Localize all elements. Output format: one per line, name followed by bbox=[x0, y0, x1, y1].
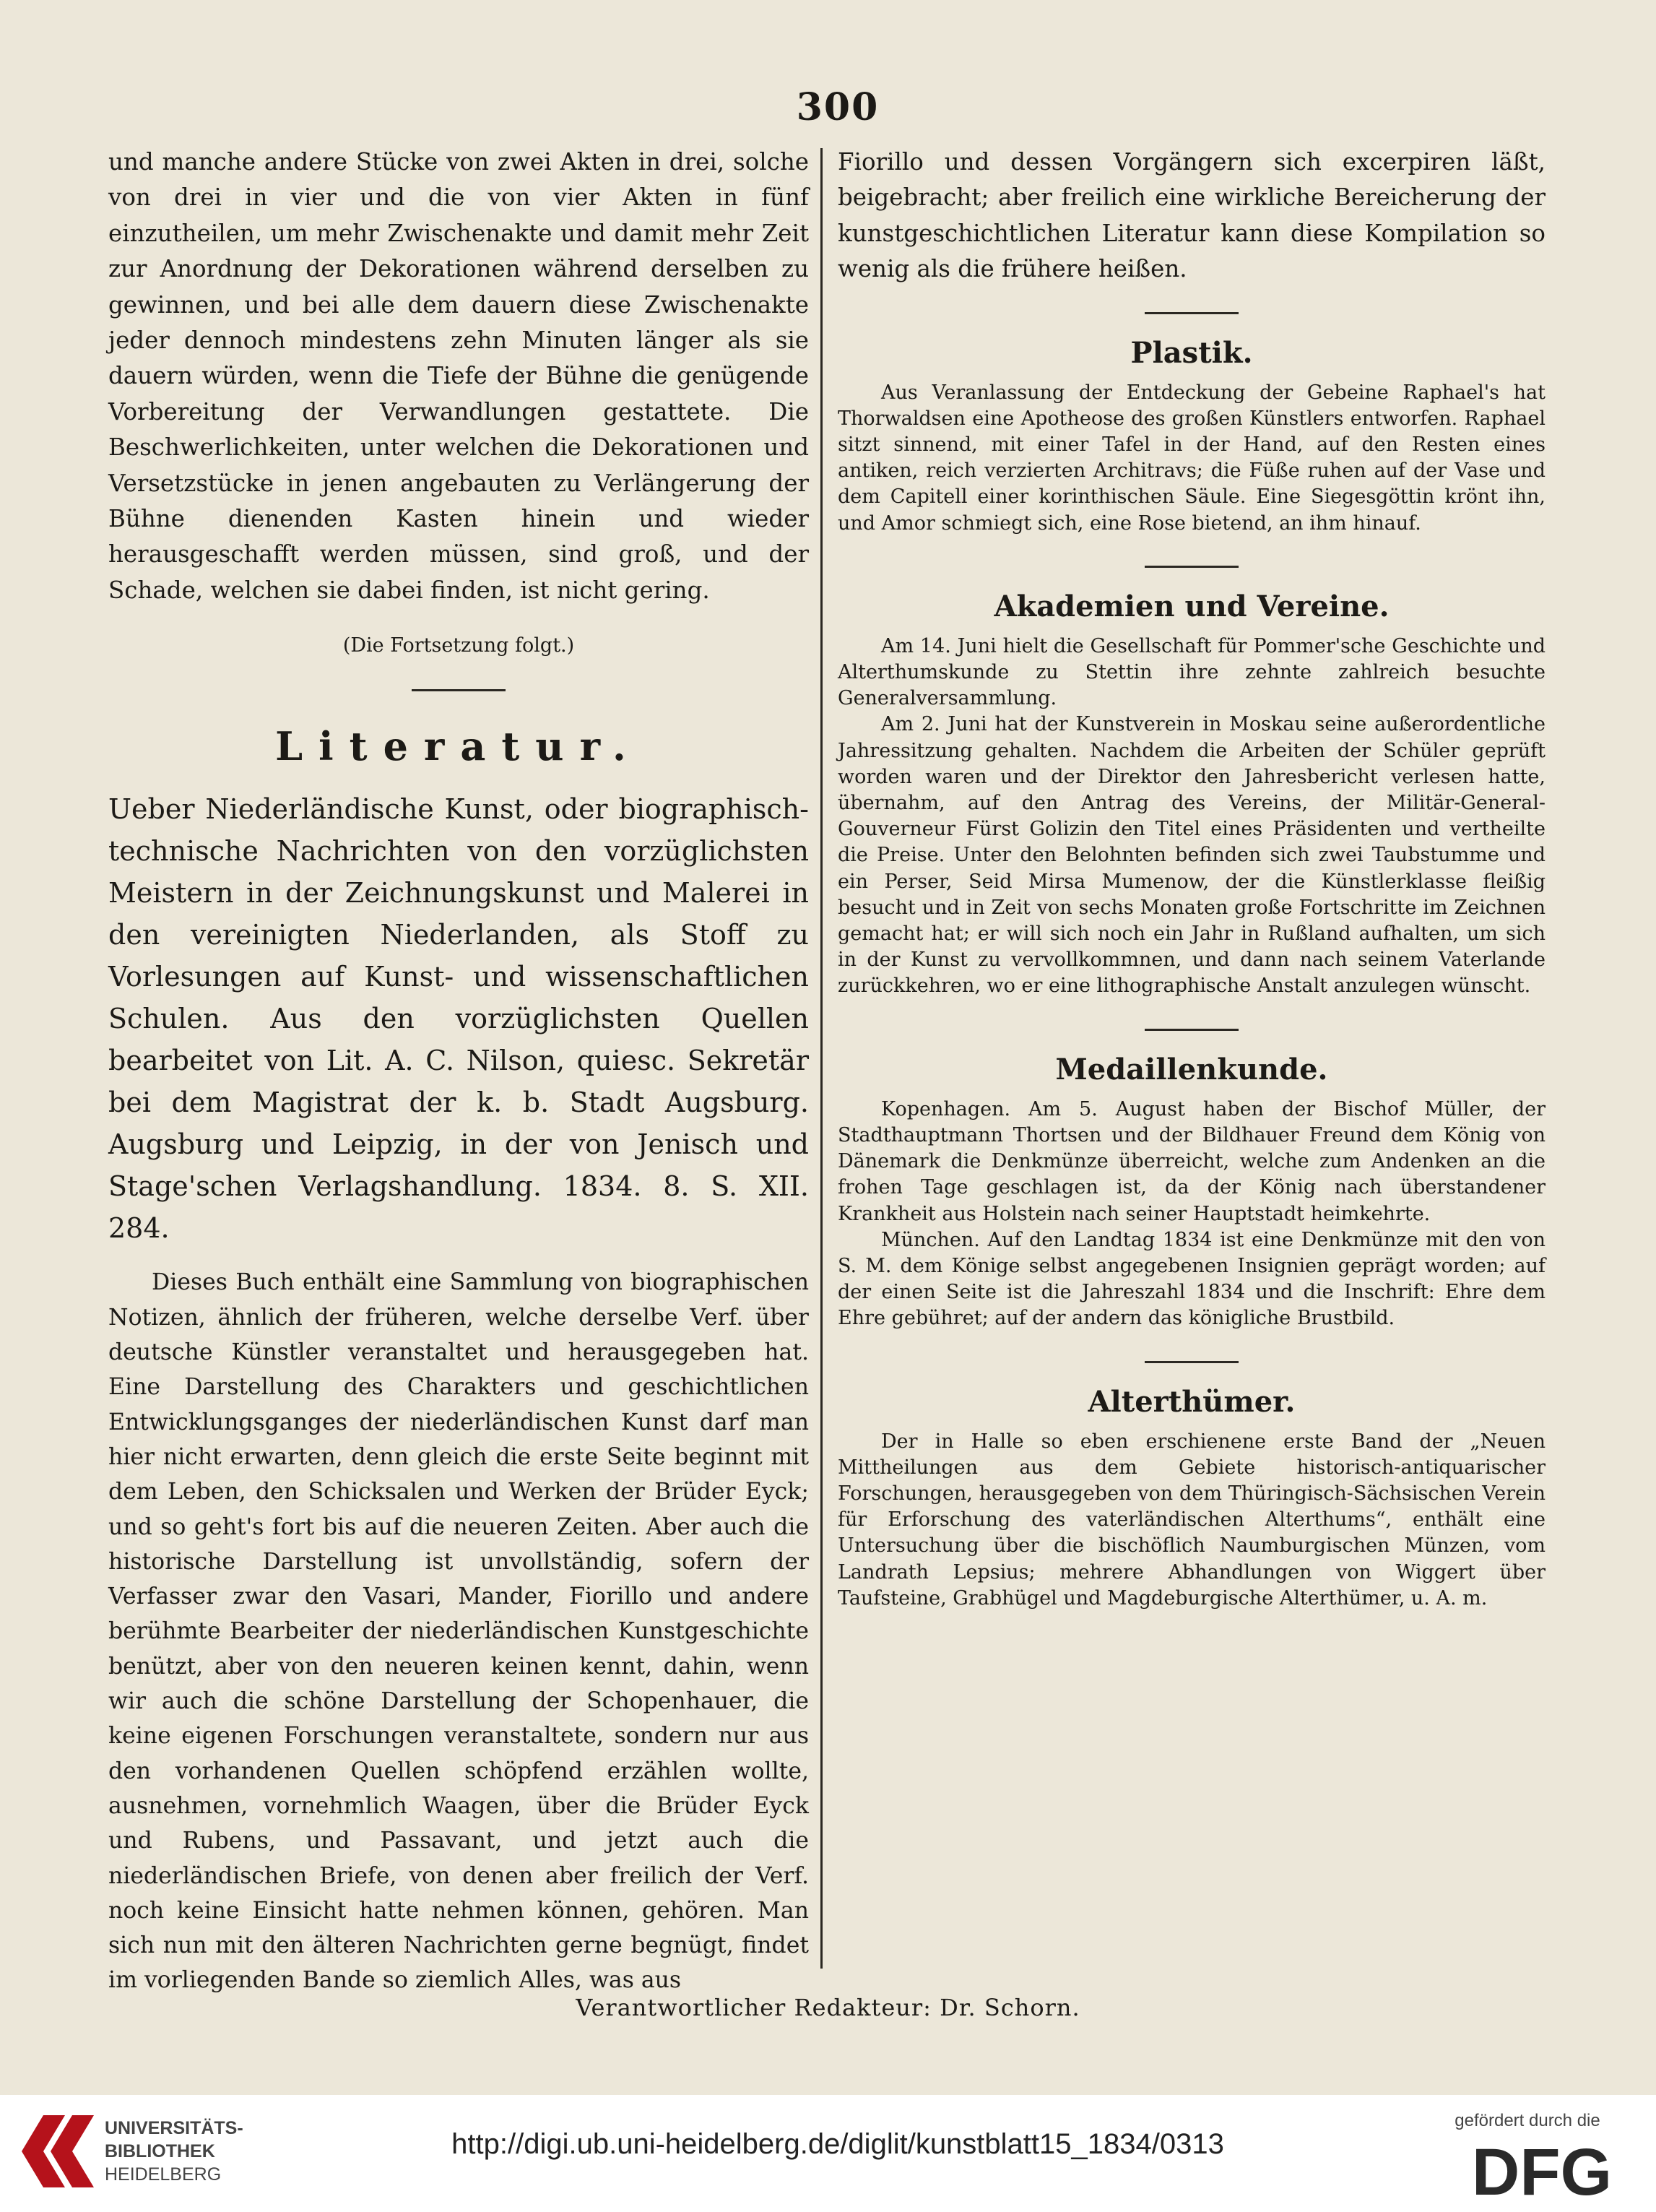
book-review: Dieses Buch enthält eine Sammlung von biographischen Notizen, ähnlich der früheren, welche derselbe Verf. über deutsche Künstler veranstaltet und herausgegeben hat. Eine Darstellung des Charakters und geschichtlichen Entwicklungsganges der niederländischen Kunst darf man hier nicht erwarten, denn gleich die erste Seite beginnt mit dem Leben, den Schicksalen und Werken der Brüder Eyck; und so geht's fort bis auf die neueren Zeiten. Aber auch die historische Darstellung ist unvollständig, sofern der Verfasser zwar den Vasari, Mander, Fiorillo und andere berühmte Bearbeiter der niederländischen Kunstgeschichte benützt, aber von den neueren keinen kennt, dahin, wenn wir auch die schöne Darstellung der Schopenhauer, die keine eigenen Forschungen veranstaltete, sondern nur aus den vorhandenen Quellen schöpfend erzählen wollte, ausnehmen, vornehmlich Waagen, über die Brüder Eyck und Rubens, und Passavant, und jetzt auch die niederländischen Briefe, von denen aber freilich der Verf. noch keine Einsicht hatte nehmen können, gehören. Man sich nun mit den älteren Nachrichten gerne begnügt, findet im vorliegenden Bande so ziemlich Alles, was aus bbox=[108, 1269, 809, 1994]
right-column bbox=[838, 144, 1546, 1612]
logo-line-2: BIBLIOTHEK bbox=[105, 2141, 215, 2161]
logo-line-1: UNIVERSITÄTS- bbox=[105, 2118, 243, 2138]
section-head-medaillen: Medaillenkunde. bbox=[1055, 1052, 1328, 1086]
section-title-literatur: Literatur. bbox=[275, 723, 642, 770]
editor-line: Verantwortlicher Redakteur: Dr. Schorn. bbox=[576, 1994, 1080, 2021]
akademien-paragraph-2: Am 2. Juni hat der Kunstverein in Moskau seine außerordentliche Jahressitzung gehalten. Nachdem die Arbeiten der Schüler geprüft worden waren und der Direktor den Jahresbericht verlesen hatte, übernahm, auf den Antrag des Vereins, der Militär-General-Gouverneur Fürst Golizin den Titel eines Präsidenten und vertheilte die Preise. Unter den Belohnten befinden sich zwei Taubstumme und ein Perser, Seid Mirsa Mumenow, der die Künstlerklasse fleißig besucht und in Zeit von sechs Monaten große Fortschritte im Zeichnen gemacht hat; er will sich noch ein Jahr in Rußland aufhalten, um sich in der Kunst zu vervollkommnen, und dann nach seinem Vaterlande zurückkehren, wo er eine lithographische Anstalt anzulegen wünscht. bbox=[838, 713, 1546, 998]
alterthuemer-paragraph-1: Der in Halle so eben erschienene erste Band der „Neuen Mittheilungen aus dem Gebiete historisch-antiquarischer Forschungen, herausgegeben von dem Thüringisch-Sächsischen Verein für Erforschung des vaterländischen Alterthums“, enthält eine Untersuchung über die bischöflich Naumburgischen Münzen, vom Landrath Lepsius; mehrere Abhandlungen von Wiggert über Taufsteine, Grabhügel und Magdeburgische Alterthümer, u. A. m. bbox=[838, 1430, 1546, 1610]
section-separator bbox=[412, 689, 506, 691]
dfg-logo-icon[interactable] bbox=[1444, 2138, 1639, 2203]
section-separator bbox=[1145, 312, 1239, 314]
page-number: 300 bbox=[796, 85, 880, 129]
logo-line-3: HEIDELBERG bbox=[105, 2164, 222, 2185]
book-title: Ueber Niederländische Kunst, oder biographisch-technische Nachrichten von den vorzüglichsten Meistern in der Zeichnungskunst und Malerei in den vereinigten Niederlanden, als Stoff zu Vorlesungen auf Kunst- und wissenschaftlichen Schulen. Aus den vorzüglichsten Quellen bearbeitet von Lit. A. C. Nilson, quiesc. Sekretär bei dem Magistrat der k. b. Stadt Augsburg. Augsburg und Leipzig, in der von Jenisch und Stage'schen Verlagshandlung. 1834. 8. S. XII. 284. bbox=[108, 793, 809, 1245]
permalink-url[interactable]: http://digi.ub.uni-heidelberg.de/diglit/kunstblatt15_1834/0313 bbox=[451, 2128, 1224, 2160]
section-head-plastik: Plastik. bbox=[1130, 335, 1253, 370]
funding-note: gefördert durch die bbox=[1455, 2111, 1600, 2130]
right-paragraph-continued: Fiorillo und dessen Vorgängern sich excerpiren läßt, beigebracht; aber freilich eine wirkliche Bereicherung der kunstgeschichtlichen Literatur kann diese Kompilation so wenig als die frühere heißen. bbox=[838, 148, 1546, 283]
medaillen-paragraph-2: München. Auf den Landtag 1834 ist eine Denkmünze mit den von S. M. dem Könige selbst angegebenen Insignien geprägt worden; auf der einen Seite ist die Jahreszahl 1834 und die Inschrift: Ehre dem Ehre gebühret; auf der andern das königliche Brustbild. bbox=[838, 1228, 1546, 1330]
section-head-alterthuemer: Alterthümer. bbox=[1088, 1384, 1296, 1419]
section-separator bbox=[1145, 1361, 1239, 1363]
continuation-note: (Die Fortsetzung folgt.) bbox=[342, 634, 575, 657]
left-paragraph-continued: und manche andere Stücke von zwei Akten in drei, solche von drei in vier und die von vier Akten in fünf einzutheilen, um mehr Zwischenakte und damit mehr Zeit zur Anordnung der Dekorationen während derselben zu gewinnen, und bei alle dem dauern diese Zwischenakte jeder dennoch mindestens zehn Minuten länger als sie dauern würden, wenn die Tiefe der Bühne die genügende Vorbereitung der Verwandlungen gestattete. Die Beschwerlichkeiten, unter welchen die Dekorationen und Versetzstücke in jenen angebauten zu Verlängerung der Bühne dienenden Kasten hinein und wieder herausgeschafft werden müssen, sind groß, und der Schade, welchen sie dabei finden, ist nicht gering. bbox=[108, 148, 809, 604]
section-head-akademien: Akademien und Vereine. bbox=[994, 589, 1390, 623]
university-library-logo-text bbox=[105, 2117, 243, 2186]
left-column bbox=[108, 144, 809, 1998]
dfg-logo-text: DFG bbox=[1471, 2138, 1613, 2203]
section-separator bbox=[1145, 566, 1239, 568]
akademien-paragraph-1: Am 14. Juni hielt die Gesellschaft für Pommer'sche Geschichte und Alterthumskunde zu Stettin ihre zehnte zahlreich besuchte Generalversammlung. bbox=[838, 634, 1546, 710]
section-separator bbox=[1145, 1029, 1239, 1031]
plastik-text: Aus Veranlassung der Entdeckung der Gebeine Raphael's hat Thorwaldsen eine Apotheose des großen Künstlers entworfen. Raphael sitzt sinnend, mit einer Tafel in der Hand, auf den Resten eines antiken, reich verzierten Architravs; die Füße ruhen auf der Vase und dem Capitell einer korinthischen Säule. Eine Siegesgöttin krönt ihn, und Amor schmiegt sich, eine Rose bietend, an ihm hinauf. bbox=[838, 381, 1546, 535]
column-divider bbox=[820, 148, 823, 1969]
medaillen-paragraph-1: Kopenhagen. Am 5. August haben der Bischof Müller, der Stadthauptmann Thortsen und der Bildhauer Freund dem König von Dänemark die Denkmünze überreicht, welche zum Andenken an die frohen Tage geschlagen ist, da der König nach überstandener Krankheit aus Holstein nach seiner Hauptstadt heimkehrte. bbox=[838, 1097, 1546, 1225]
